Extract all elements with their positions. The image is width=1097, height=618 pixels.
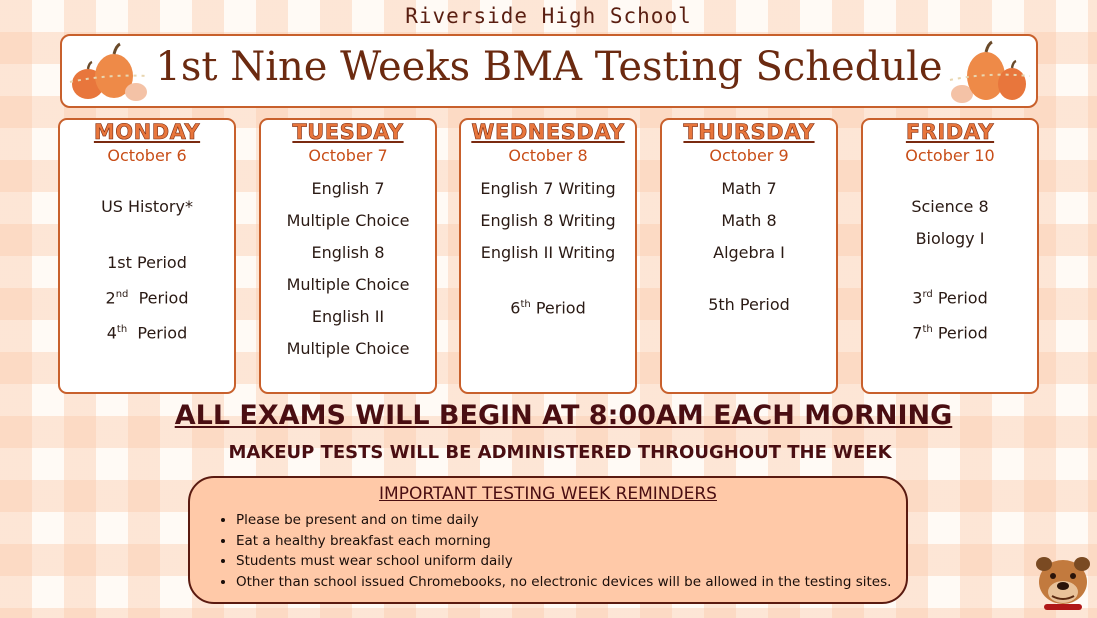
day-card-thursday [660,118,838,394]
subject: Algebra I [713,243,785,262]
reminder-item: • Students must wear school uniform daily [236,551,906,572]
day-card-wednesday [459,118,637,394]
day-date: October 7 [308,146,388,165]
subject: Multiple Choice [286,339,410,358]
day-name: THURSDAY [683,120,815,144]
period: 7th Period [912,323,988,343]
begin-time-notice: ALL EXAMS WILL BEGIN AT 8:00AM EACH MORNING [174,400,953,431]
day-name: WEDNESDAY [471,120,625,144]
day-name: FRIDAY [905,120,995,144]
bulldog-mascot-icon [1032,548,1094,614]
day-card-tuesday [259,118,437,394]
subject: English 7 [311,179,385,198]
reminder-item: • Other than school issued Chromebooks, no electronic devices will be allowed in the testing sites. [236,572,906,593]
day-date: October 10 [905,146,995,165]
subject: English 7 Writing [480,179,616,198]
period: 6th Period [510,298,586,318]
period: 2nd Period [105,288,189,308]
subject: Multiple Choice [286,211,410,230]
period: 5th Period [708,295,790,314]
day-card-monday [58,118,236,394]
day-card-friday [861,118,1039,394]
reminders-title: IMPORTANT TESTING WEEK REMINDERS [379,484,717,504]
subject: Science 8 [911,197,989,216]
subject: English 8 Writing [480,211,616,230]
makeup-notice: MAKEUP TESTS WILL BE ADMINISTERED THROUGHOUT THE WEEK [228,442,892,463]
subject: Math 7 [721,179,777,198]
subject: Math 8 [721,211,777,230]
day-date: October 8 [508,146,588,165]
school-name: Riverside High School [405,4,692,28]
reminder-item: • Eat a healthy breakfast each morning [236,531,906,552]
pumpkins-right-icon [948,38,1032,104]
subject: Multiple Choice [286,275,410,294]
subject: English II [311,307,385,326]
reminder-item: • Please be present and on time daily [236,510,906,531]
subject: US History* [101,197,193,216]
reminders-box [188,476,908,604]
day-name: MONDAY [93,120,201,144]
period: 1st Period [107,253,187,272]
subject: English 8 [311,243,385,262]
period: 3rd Period [912,288,988,308]
day-name: TUESDAY [292,120,404,144]
subject: Biology I [915,229,985,248]
reminders-list [190,510,906,592]
day-date: October 9 [709,146,789,165]
day-date: October 6 [107,146,187,165]
subject: English II Writing [480,243,616,262]
title-banner [60,34,1038,108]
period: 4th Period [106,323,188,343]
page-title: 1st Nine Weeks BMA Testing Schedule [155,44,943,90]
